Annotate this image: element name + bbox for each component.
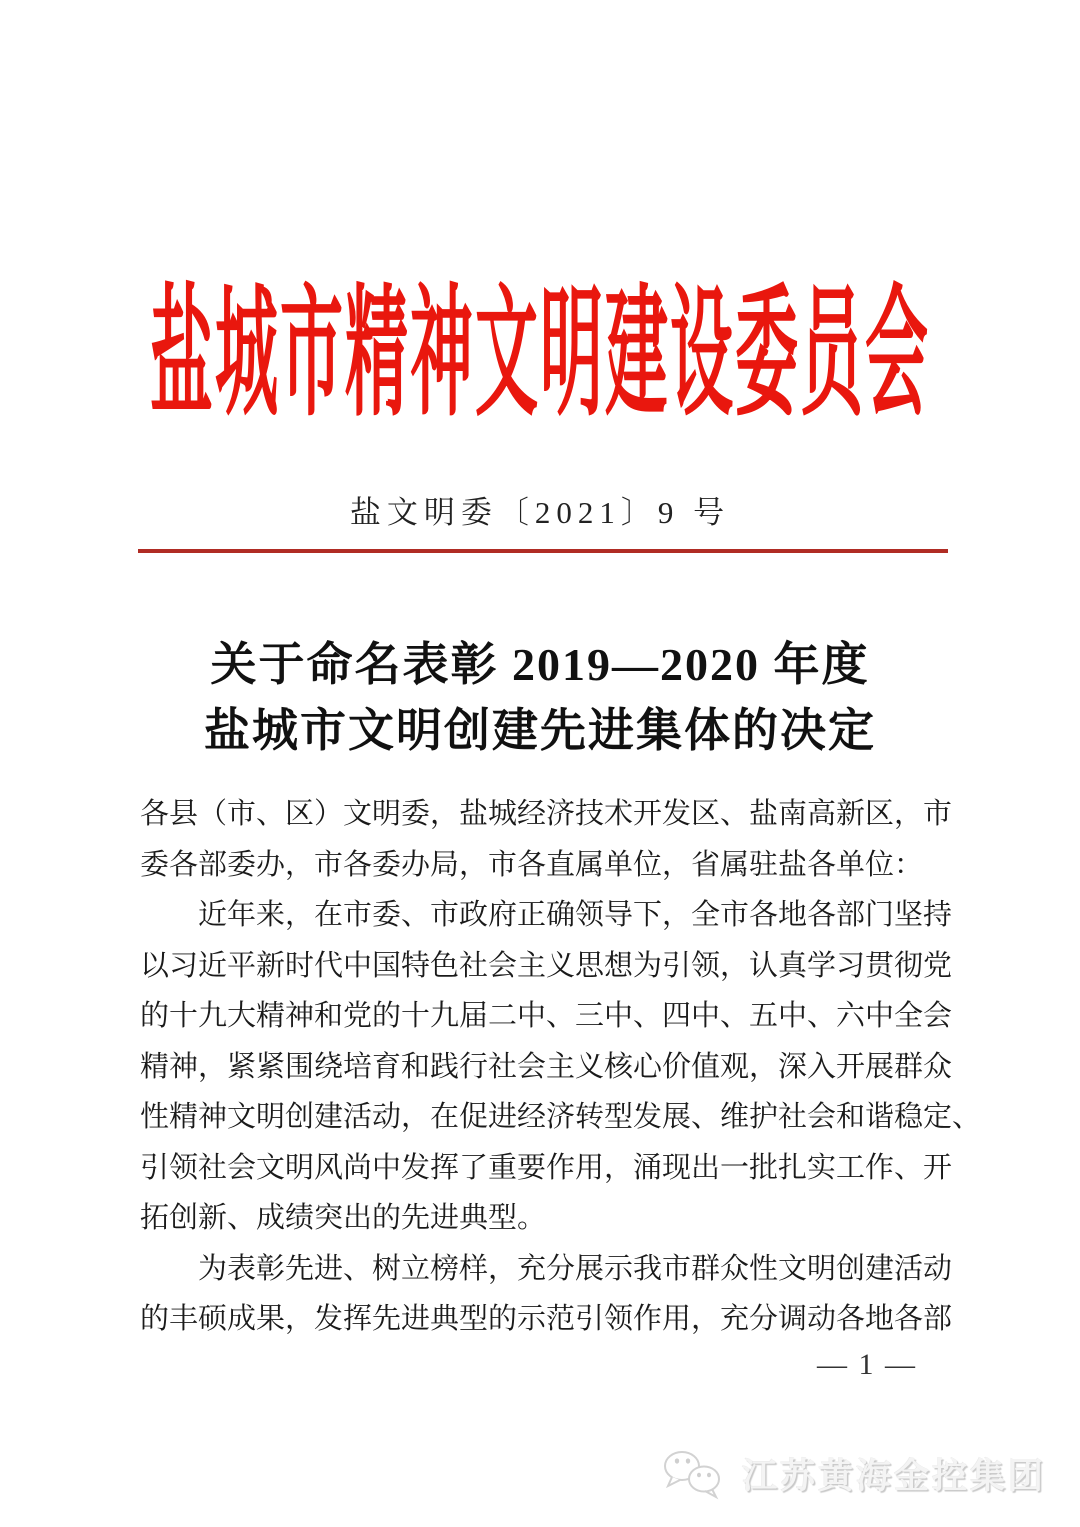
- body-line: 引领社会文明风尚中发挥了重要作用，涌现出一批扎实工作、开: [140, 1151, 953, 1184]
- document-number: 盐文明委〔2021〕9 号: [349, 495, 731, 530]
- body-line: 近年来，在市委、市政府正确领导下，全市各地各部门坚持: [198, 899, 953, 931]
- decision-title-line-2: 盐城市文明创建先进集体的决定: [204, 705, 876, 756]
- body-line: 的丰硕成果，发挥先进典型的示范引领作用，充分调动各地各部: [140, 1303, 953, 1335]
- body-line: 各县（市、区）文明委，盐城经济技术开发区、盐南高新区，市: [140, 798, 953, 830]
- body-line: 的十九大精神和党的十九届二中、三中、四中、五中、六中全会: [140, 1000, 953, 1032]
- body-line: 性精神文明创建活动，在促进经济转型发展、维护社会和谐稳定、: [140, 1101, 982, 1133]
- page-number: — 1 —: [817, 1348, 917, 1381]
- red-divider-rule: [138, 549, 948, 553]
- decision-title-line-1: 关于命名表彰 2019—2020 年度: [210, 639, 870, 690]
- body-line: 委各部委办，市各委办局，市各直属单位，省属驻盐各单位：: [140, 848, 924, 881]
- body-line: 精神，紧紧围绕培育和践行社会主义核心价值观，深入开展群众: [140, 1050, 953, 1083]
- source-watermark: [658, 1446, 1046, 1502]
- body-line: 拓创新、成绩突出的先进典型。: [140, 1202, 547, 1234]
- decision-title: [0, 632, 1080, 764]
- wechat-icon: [658, 1446, 732, 1502]
- body-line: 为表彰先进、树立榜样，充分展示我市群众性文明创建活动: [198, 1252, 953, 1285]
- body-text-block: [140, 789, 982, 1345]
- watermark-text: 江苏黄海金控集团: [741, 1457, 1046, 1496]
- body-line: 以习近平新时代中国特色社会主义思想为引领，认真学习贯彻党: [140, 949, 953, 982]
- issuer-masthead: 盐城市精神文明建设委员会: [150, 276, 930, 434]
